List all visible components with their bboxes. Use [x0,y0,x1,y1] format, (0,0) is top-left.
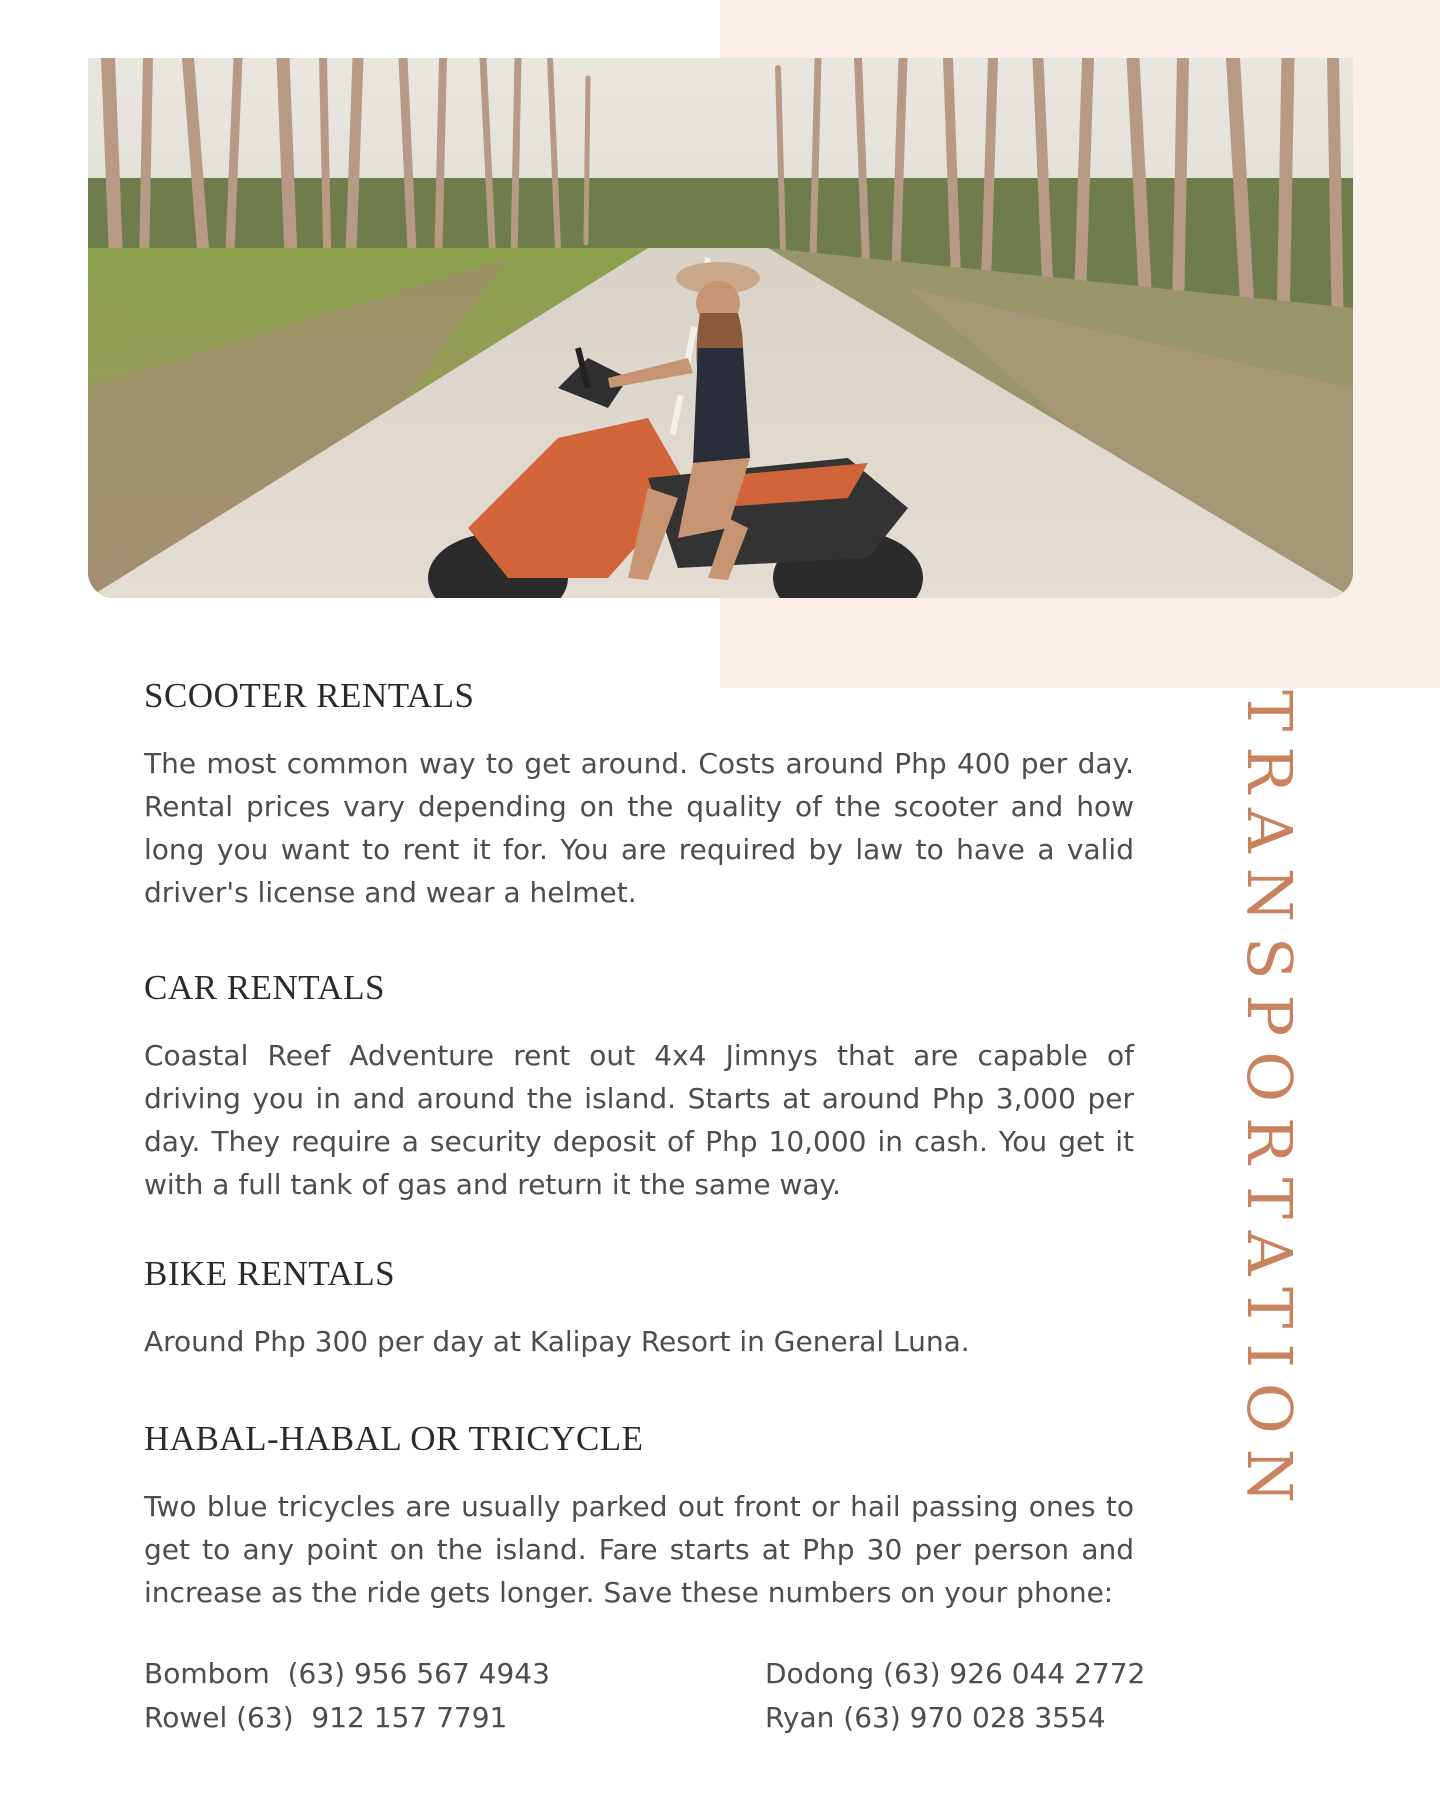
contact-entry: Ryan (63) 970 028 3554 [765,1701,1106,1734]
section-title: CAR RENTALS [144,968,385,1007]
section-car-rentals [144,964,1134,1206]
contact-column-left [144,1652,550,1740]
hero-photo [88,58,1353,598]
section-title: BIKE RENTALS [144,1254,396,1293]
contact-column-right [765,1652,1145,1740]
section-body: Two blue tricycles are usually parked out front or hail passing ones to get to any point on the island. Fare starts at Php 30 per person and increase as the ride gets longer. Save these numbers on your phone: [144,1490,1134,1609]
section-body: The most common way to get around. Costs around Php 400 per day. Rental prices vary depending on the quality of the scooter and how long you want to rent it for. You are required by law to have a valid driver's license and wear a helmet. [144,747,1134,909]
contact-entry: Dodong (63) 926 044 2772 [765,1657,1146,1690]
section-scooter-rentals [144,672,1134,914]
section-title: SCOOTER RENTALS [144,676,475,715]
section-body: Around Php 300 per day at Kalipay Resort in General Luna. [144,1325,970,1358]
section-title: HABAL-HABAL OR TRICYCLE [144,1419,644,1458]
section-bike-rentals [144,1250,1134,1363]
content-column [144,672,1134,1658]
section-body: Coastal Reef Adventure rent out 4x4 Jimnys that are capable of driving you in and around the island. Starts at around Php 3,000 per day. They require a security deposit of Php 10,000 in cash. You get it with a full tank of gas and return it the same way. [144,1039,1134,1201]
vertical-page-title: TRANSPORTATION [1233,690,1306,1518]
hero-photo-illustration [88,58,1353,598]
section-habal-habal-tricycle [144,1415,1134,1614]
contact-entry: Bombom (63) 956 567 4943 [144,1657,550,1690]
contact-entry: Rowel (63) 912 157 7791 [144,1701,508,1734]
